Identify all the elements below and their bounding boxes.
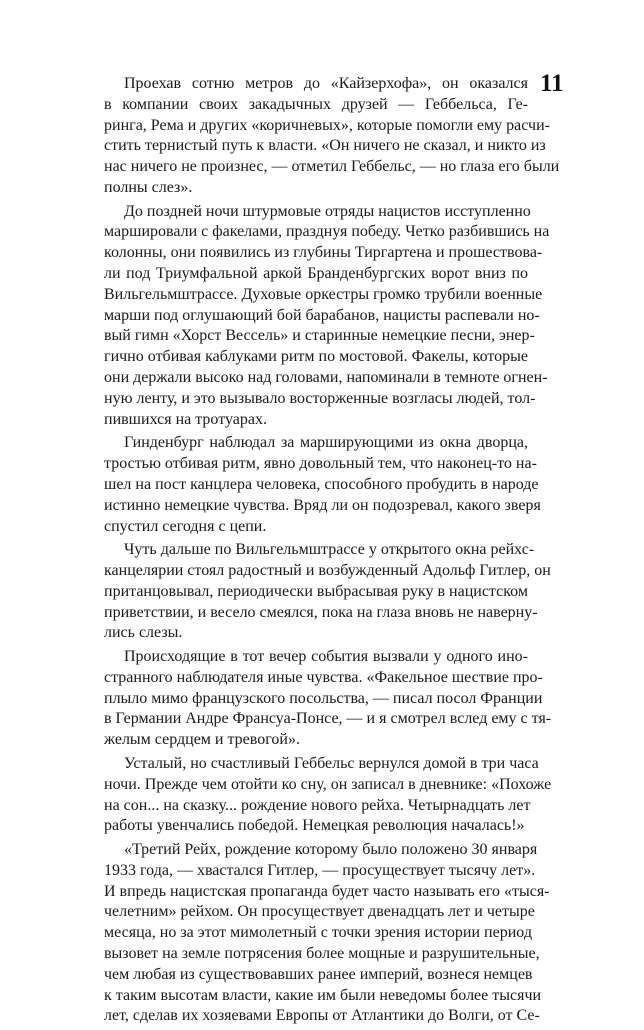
- text-line: на сон... на сказку... рождение нового рейха. Четырнадцать лет: [104, 796, 531, 814]
- text-line: вый гимн «Хорст Вессель» и старинные немецкие песни, энер-: [104, 327, 535, 345]
- text-line: ночи. Прежде чем отойти ко сну, он записал в дневнике: «Похоже: [104, 775, 552, 793]
- text-line: к таким высотам власти, какие им были неведомы более тысячи: [104, 986, 542, 1004]
- text-line: нас ничего не произнес, — отметил Геббельс, — но глаза его были: [104, 158, 560, 176]
- text-line: они держали высоко над головами, напоминали в темноте огнен-: [104, 369, 548, 387]
- paragraph-3: [104, 433, 541, 537]
- text-line: «Третий Рейх, рождение которому было положено 30 января: [124, 841, 538, 859]
- text-line: Вильгельмштрассе. Духовые оркестры громко трубили военные: [104, 285, 543, 303]
- text-line: марши под оглушающий бой барабанов, нацисты распевали но-: [104, 306, 540, 324]
- text-line: вызовет на земле потрясения более мощные и разрушительные,: [104, 945, 540, 963]
- text-line: лись слезы.: [104, 624, 183, 642]
- text-line: желым сердцем и тревогой».: [104, 731, 300, 749]
- text-line: работы увенчались победой. Немецкая революция началась!»: [104, 817, 525, 835]
- text-line: полны слез».: [104, 178, 193, 196]
- text-line: Усталый, но счастливый Геббельс вернулся домой в три часа: [124, 754, 539, 772]
- text-line: ринга, Рема и других «коричневых», которые помогли ему расчи-: [104, 116, 550, 134]
- text-line: лет, сделав их хозяевами Европы от Атлантики до Волги, от Се-: [104, 1007, 540, 1025]
- text-line: тростью отбивая ритм, явно довольный тем, что наконец-то на-: [104, 455, 537, 473]
- text-line: Проехав сотню метров до «Кайзерхофа», он оказался: [124, 75, 528, 92]
- text-line: странного наблюдателя иные чувства. «Факельное шествие про-: [104, 668, 543, 686]
- text-line: челетним» рейхом. Он просуществует двенадцать лет и четыре: [104, 903, 535, 921]
- paragraph-4: [104, 540, 551, 644]
- text-line: До поздней ночи штурмовые отряды нацистов исступленно: [124, 202, 531, 220]
- paragraph-5: [104, 647, 552, 751]
- text-line: маршировали с факелами, празднуя победу. Четко разбившись на: [104, 223, 550, 241]
- paragraph-7: [104, 840, 550, 1027]
- text-line: стить тернистый путь к власти. «Он ничего не сказал, и никто из: [104, 137, 546, 155]
- text-line: приветствии, и весело смеялся, пока на глаза вновь не наверну-: [104, 603, 538, 621]
- text-line: Гинденбург наблюдал за марширующими из окна дворца,: [124, 434, 528, 452]
- text-line: 1933 года, — хвастался Гитлер, — просуществует тысячу лет».: [104, 861, 536, 879]
- text-line: истинно немецкие чувства. Вряд ли он подозревал, какого зверя: [104, 496, 541, 514]
- paragraph-2: [104, 202, 550, 431]
- text-line: гично отбивая каблуками ритм по мостовой. Факелы, которые: [104, 348, 528, 366]
- text-line: Происходящие в тот вечер события вызвали у одного ино-: [124, 648, 528, 666]
- text-line: спустил сегодня с цепи.: [104, 517, 267, 535]
- page-number: 11: [540, 70, 564, 97]
- text-line: канцелярии стоял радостный и возбужденный Адольф Гитлер, он: [104, 562, 551, 579]
- text-line: чем любая из существовавших ранее империй, вознеся немцев: [104, 965, 533, 983]
- text-line: месяца, но за этот мимолетный с точки зрения истории период: [104, 924, 532, 942]
- text-line: И впредь нацистская пропаганда будет часто называть его «тыся-: [104, 882, 550, 900]
- text-line: колонны, они появились из глубины Тиргартена и прошествова-: [104, 244, 543, 262]
- text-line: плыло мимо французского посольства, — писал посол Франции: [104, 689, 543, 707]
- text-line: пившихся на тротуарах.: [104, 410, 267, 428]
- text-line: Чуть дальше по Вильгельмштрассе у открытого окна рейхс-: [124, 541, 535, 559]
- text-line: шел на пост канцлера человека, способного пробудить в народе: [104, 475, 539, 493]
- paragraph-6: [104, 754, 552, 837]
- text-line: в компании своих закадычных друзей — Геббельса, Ге-: [104, 95, 528, 113]
- text-line: пританцовывал, периодически выбрасывая руку в нацистском: [104, 582, 528, 600]
- text-line: ли под Триумфальной аркой Бранденбургских ворот вниз по: [104, 265, 528, 283]
- text-line: в Германии Андре Франсуа-Понсе, — и я смотрел вслед ему с тя-: [104, 710, 552, 728]
- text-line: ную ленту, и это вызывало восторженные возгласы людей, тол-: [104, 389, 536, 407]
